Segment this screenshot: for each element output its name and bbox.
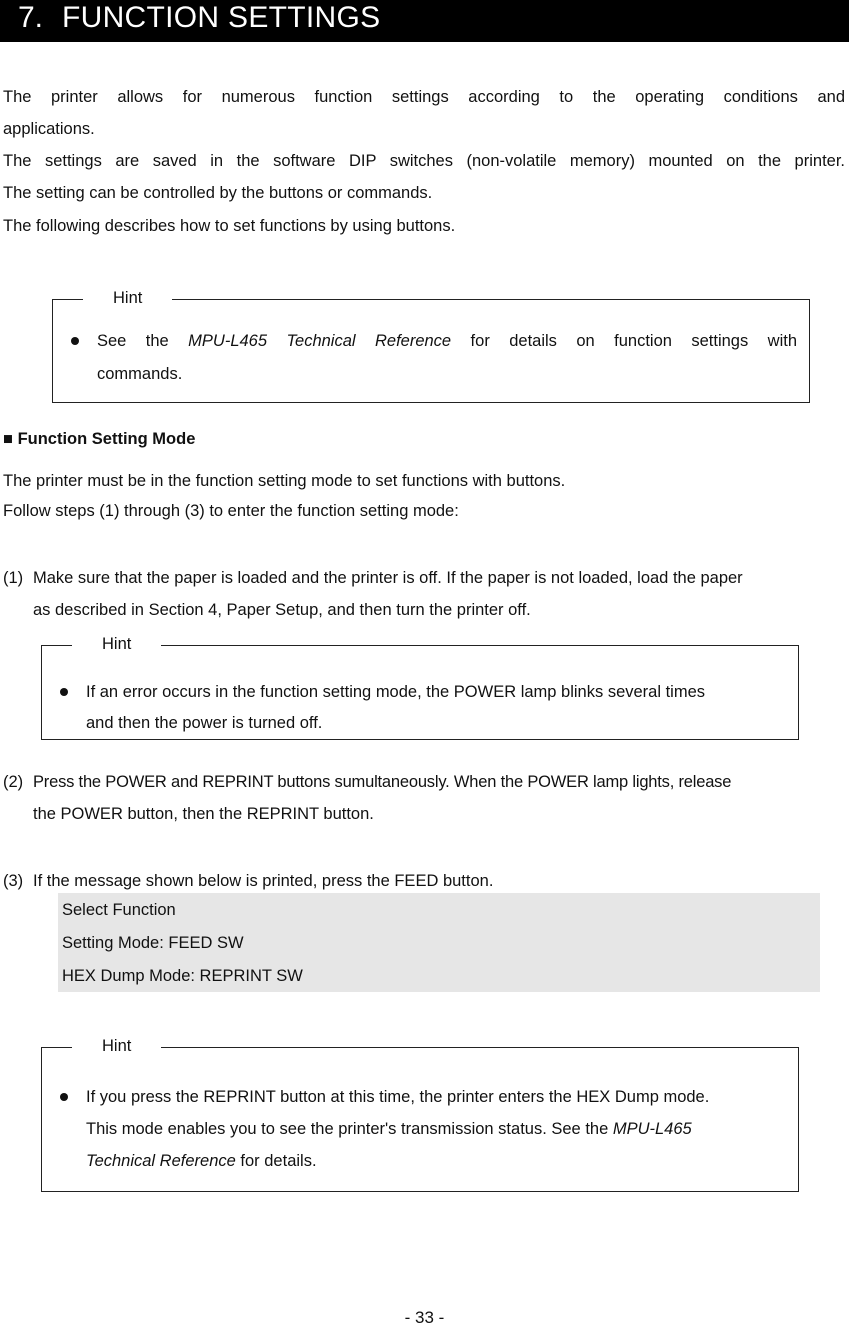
section-title: Function Setting Mode [17, 430, 196, 448]
reference-title: MPU-L465 Technical Reference [188, 332, 452, 350]
hint-label: Hint [83, 286, 172, 310]
section-heading [3, 425, 195, 453]
hint-box-hex-dump [41, 1037, 799, 1192]
hint-text-line-1: If you press the REPRINT button at this time, the printer enters the HEX Dump mode. [86, 1088, 710, 1106]
hint-text-line-1: If an error occurs in the function setting mode, the POWER lamp blinks several times [86, 683, 706, 701]
intro-line-5: The following describes how to set functions by using buttons. [3, 217, 456, 235]
step-2-line-2: the POWER button, then the REPRINT button. [33, 805, 374, 823]
step-1 [3, 562, 845, 626]
bullet-icon [60, 688, 68, 696]
intro-line-2: applications. [3, 120, 95, 138]
step-number: (2) [3, 773, 24, 791]
step-number: (3) [3, 872, 24, 890]
intro-line-1: The printer allows for numerous function settings according to the operating conditions and [3, 88, 845, 106]
bullet-icon [60, 1093, 68, 1101]
hint-label: Hint [72, 632, 161, 656]
message-line-3: HEX Dump Mode: REPRINT SW [62, 967, 303, 985]
reference-title: MPU-L465 [612, 1120, 692, 1138]
page-number: - 33 - [404, 1308, 445, 1327]
section-marker: ■ [3, 430, 13, 448]
intro-line-4: The setting can be controlled by the buttons or commands. [3, 184, 433, 202]
intro-line-3: The settings are saved in the software DIP switches (non-volatile memory) mounted on the printer. [3, 152, 845, 170]
message-line-1: Select Function [62, 901, 176, 919]
section-line-2: Follow steps (1) through (3) to enter the function setting mode: [3, 502, 459, 520]
step-2-line-1: Press the POWER and REPRINT buttons sumultaneously. When the POWER lamp lights, release [33, 773, 732, 791]
step-2 [3, 766, 845, 830]
section-line-1: The printer must be in the function setting mode to set functions with buttons. [3, 472, 566, 490]
hint-text-line-3: Technical Reference for details. [86, 1152, 317, 1170]
hint-text-line-1: See the MPU-L465 Technical Reference for details on function settings with [97, 332, 798, 350]
step-1-line-1: Make sure that the paper is loaded and the printer is off. If the paper is not loaded, load the paper [33, 569, 743, 587]
hint-text-line-2: and then the power is turned off. [86, 714, 323, 732]
hint-label: Hint [72, 1034, 161, 1058]
printed-message-box [58, 893, 820, 992]
chapter-title-bar [0, 0, 849, 42]
hint-box-error [41, 635, 799, 740]
step-number: (1) [3, 569, 24, 587]
hint-box-function-settings [52, 289, 810, 403]
message-line-2: Setting Mode: FEED SW [62, 934, 244, 952]
bullet-icon [71, 337, 79, 345]
step-1-line-2: as described in Section 4, Paper Setup, and then turn the printer off. [33, 601, 531, 619]
step-3-line-1: If the message shown below is printed, press the FEED button. [33, 872, 494, 890]
chapter-title: FUNCTION SETTINGS [62, 1, 381, 34]
hint-text-line-2: commands. [97, 365, 183, 383]
reference-title: Technical Reference [86, 1152, 236, 1170]
chapter-number: 7. [18, 1, 44, 34]
hint-text-line-2: This mode enables you to see the printer's transmission status. See the MPU-L465 [86, 1120, 692, 1138]
